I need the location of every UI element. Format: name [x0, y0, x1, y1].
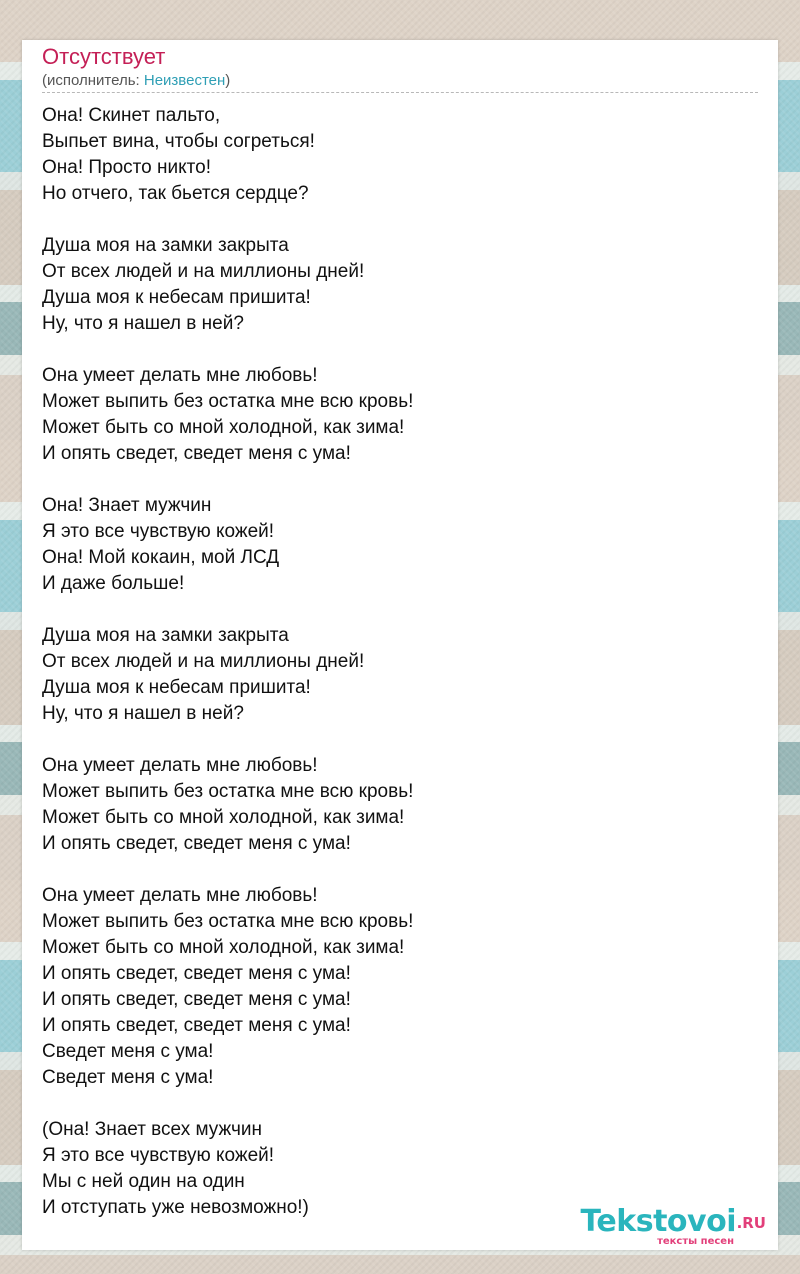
lyric-line: Может быть со мной холодной, как зима! [42, 937, 405, 958]
lyric-line: Ну, что я нашел в ней? [42, 703, 244, 724]
lyric-line: Она! Мой кокаин, мой ЛСД [42, 547, 280, 568]
stanza [42, 883, 742, 1091]
lyric-line: Душа моя на замки закрыта [42, 625, 289, 646]
lyric-line: Она! Знает мужчин [42, 495, 212, 516]
lyric-line: От всех людей и на миллионы дней! [42, 261, 365, 282]
lyric-line: Она! Просто никто! [42, 157, 211, 178]
lyric-line: Мы с ней один на один [42, 1171, 245, 1192]
lyric-line: Может быть со мной холодной, как зима! [42, 807, 405, 828]
site-logo[interactable] [562, 1204, 772, 1250]
lyric-line: Она умеет делать мне любовь! [42, 755, 318, 776]
lyric-line: Сведет меня с ума! [42, 1041, 214, 1062]
lyric-line: Может выпить без остатка мне всю кровь! [42, 391, 414, 412]
logo-wordmark: Tekstovoi [580, 1204, 736, 1239]
song-title: Отсутствует [42, 44, 166, 69]
stanza [42, 363, 742, 467]
artist-prefix: (исполнитель: [42, 72, 144, 89]
lyric-line: И опять сведет, сведет меня с ума! [42, 833, 351, 854]
artist-suffix: ) [225, 72, 231, 89]
lyric-line: Душа моя к небесам пришита! [42, 287, 311, 308]
lyric-line: Она умеет делать мне любовь! [42, 365, 318, 386]
lyric-line: И опять сведет, сведет меня с ума! [42, 963, 351, 984]
lyric-line: Душа моя на замки закрыта [42, 235, 289, 256]
lyric-line: Душа моя к небесам пришита! [42, 677, 311, 698]
stanza [42, 623, 742, 727]
lyric-line: Я это все чувствую кожей! [42, 1145, 275, 1166]
stanza [42, 233, 742, 337]
lyric-line: Я это все чувствую кожей! [42, 521, 275, 542]
artist-line [42, 72, 230, 90]
stanza [42, 753, 742, 857]
lyrics-card [22, 40, 778, 1250]
lyric-line: Может выпить без остатка мне всю кровь! [42, 781, 414, 802]
logo-domain: .RU [736, 1214, 766, 1232]
stanza [42, 493, 742, 597]
lyric-line: (Она! Знает всех мужчин [42, 1119, 262, 1140]
lyric-line: И опять сведет, сведет меня с ума! [42, 1015, 351, 1036]
lyric-line: И отступать уже невозможно!) [42, 1197, 309, 1218]
lyrics-body [42, 103, 742, 1247]
lyric-line: И даже больше! [42, 573, 185, 594]
lyric-line: Она! Скинет пальто, [42, 105, 221, 126]
lyric-line: И опять сведет, сведет меня с ума! [42, 989, 351, 1010]
lyric-line: Может быть со мной холодной, как зима! [42, 417, 405, 438]
lyric-line: Выпьет вина, чтобы согреться! [42, 131, 315, 152]
lyric-line: Может выпить без остатка мне всю кровь! [42, 911, 414, 932]
lyric-line: От всех людей и на миллионы дней! [42, 651, 365, 672]
logo-tagline: тексты песен [657, 1236, 734, 1247]
lyric-line: Она умеет делать мне любовь! [42, 885, 318, 906]
lyric-line: И опять сведет, сведет меня с ума! [42, 443, 351, 464]
artist-link[interactable]: Неизвестен [143, 72, 226, 89]
stanza [42, 103, 742, 207]
lyric-line: Ну, что я нашел в ней? [42, 313, 244, 334]
title-divider [42, 92, 758, 93]
lyric-line: Сведет меня с ума! [42, 1067, 214, 1088]
lyric-line: Но отчего, так бьется сердце? [42, 183, 309, 204]
